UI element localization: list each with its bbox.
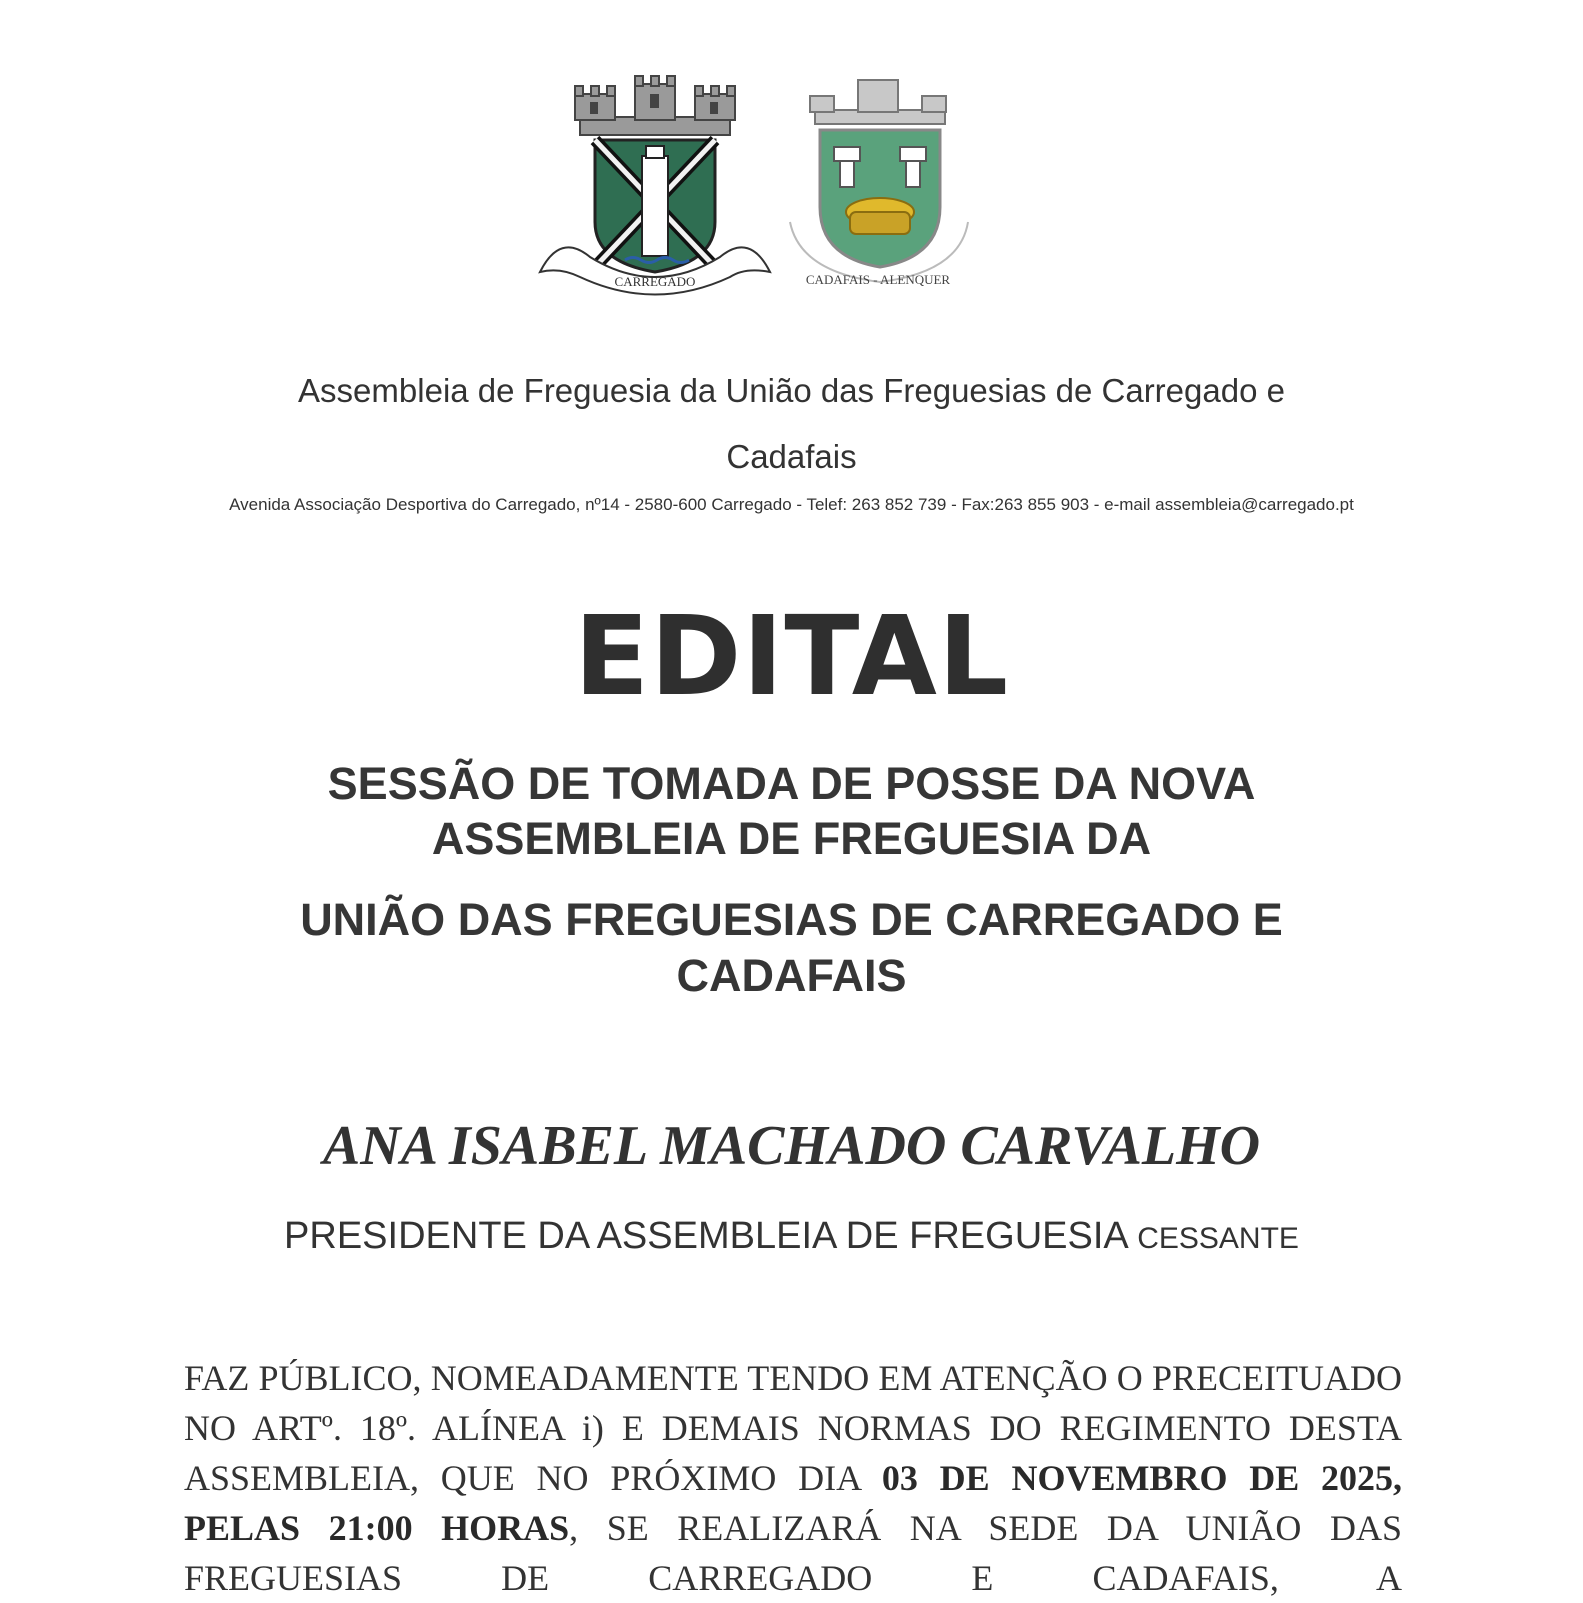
crest-right-label: CADAFAIS - ALENQUER <box>805 272 951 287</box>
headline-line2: ASSEMBLEIA DE FREGUESIA DA <box>431 813 1152 864</box>
headline-line3: UNIÃO DAS FREGUESIAS DE CARREGADO E <box>300 894 1283 945</box>
signatory-role-title: PRESIDENTE DA ASSEMBLEIA DE FREGUESIA <box>284 1215 1127 1257</box>
signatory-role <box>0 1215 1583 1258</box>
organization-address: Avenida Associação Desportiva do Carregado, nº14 - 2580-600 Carregado - Telef: 263 852 739 - Fax:263 855 903 - e-mail assembleia@carregado.pt <box>229 495 1354 514</box>
cadafais-crest-logo <box>770 72 985 297</box>
body-text-part2: , SE REALIZARÁ NA SEDE DA UNIÃO DAS FREGUESIAS DE CARREGADO E CADAFAIS, A <box>184 1508 1402 1598</box>
meeting-date-time: 03 DE NOVEMBRO DE 2025, PELAS 21:00 HORAS <box>184 1458 1402 1548</box>
edital-body-paragraph <box>184 1353 1402 1603</box>
signatory-role-suffix: CESSANTE <box>1137 1222 1299 1255</box>
organization-name-line1: Assembleia de Freguesia da União das Freguesias de Carregado e <box>298 372 1285 409</box>
crest-left-label: CARREGADO <box>614 274 696 289</box>
signatory-name: ANA ISABEL MACHADO CARVALHO <box>322 1115 1261 1177</box>
document-title: EDITAL <box>573 592 1010 720</box>
body-text-part1: FAZ PÚBLICO, NOMEADAMENTE TENDO EM ATENÇÃO O PRECEITUADO NO ARTº. 18º. ALÍNEA i) E DEMAIS NORMAS DO REGIMENTO DESTA ASSEMBLEIA, QUE NO PRÓXIMO DIA <box>184 1358 1402 1498</box>
organization-name-line2: Cadafais <box>726 438 857 475</box>
carregado-crest-logo <box>530 72 775 297</box>
headline-line4: CADAFAIS <box>676 950 907 1001</box>
headline-line1: SESSÃO DE TOMADA DE POSSE DA NOVA <box>327 758 1256 809</box>
